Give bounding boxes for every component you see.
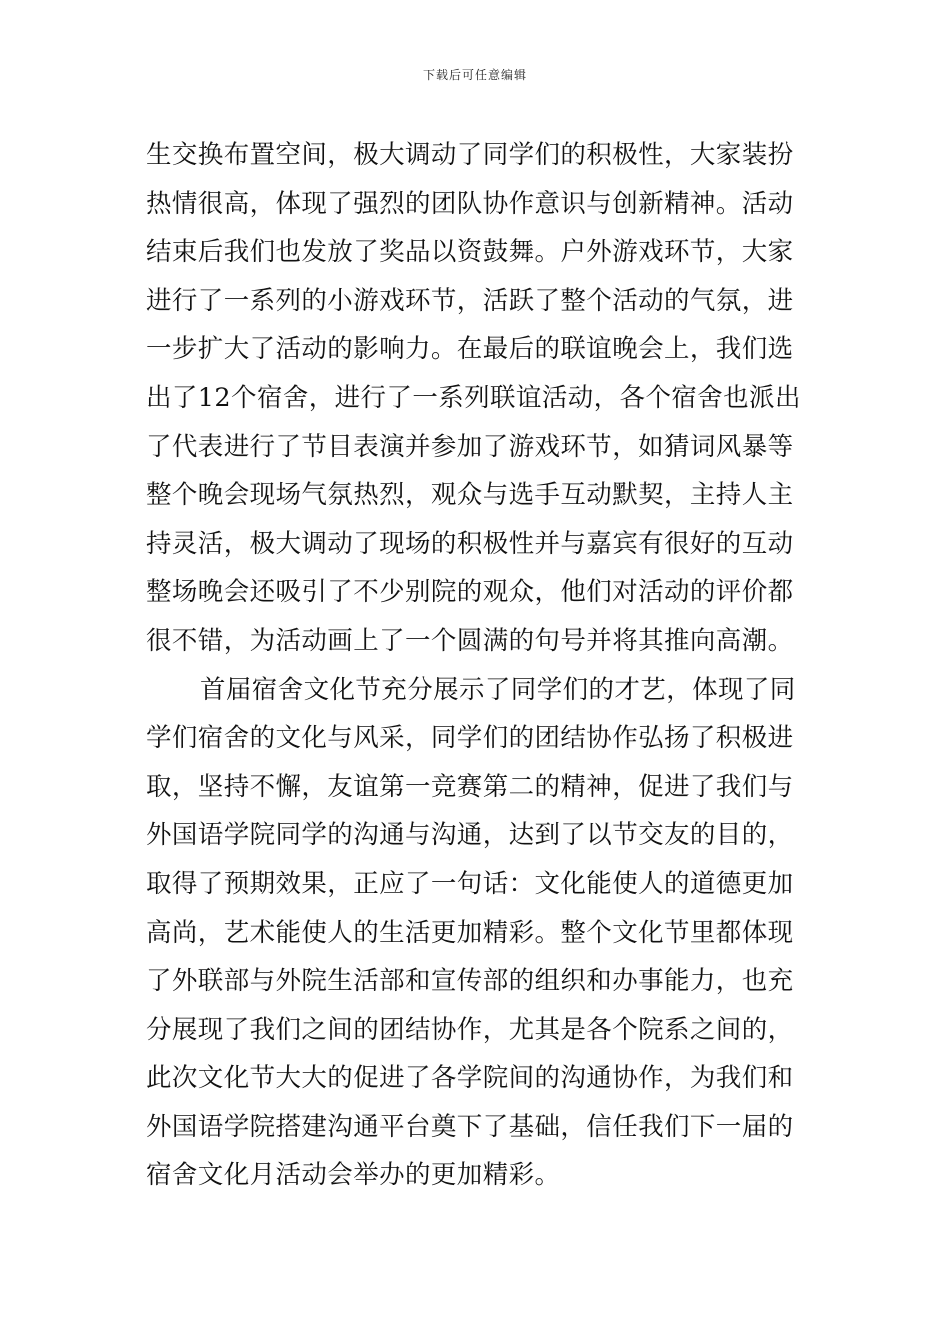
text-line: 取，坚持不懈，友谊第一竞赛第二的精神，促进了我们与 bbox=[146, 771, 794, 802]
text-line: 外国语学院搭建沟通平台奠下了基础，信任我们下一届的 bbox=[146, 1111, 794, 1142]
text-line: 宿舍文化月活动会举办的更加精彩。 bbox=[146, 1160, 561, 1191]
text-line: 很不错，为活动画上了一个圆满的句号并将其推向高潮。 bbox=[146, 625, 794, 656]
paragraph-2 bbox=[146, 666, 810, 1201]
text-line: 热情很高，体现了强烈的团队协作意识与创新精神。活动 bbox=[146, 188, 794, 219]
text-line: 整个晚会现场气氛热烈，观众与选手互动默契，主持人主 bbox=[146, 480, 794, 511]
document-body bbox=[146, 131, 810, 1200]
text-line: 了外联部与外院生活部和宣传部的组织和办事能力，也充 bbox=[146, 966, 794, 997]
text-line: 学们宿舍的文化与风采，同学们的团结协作弘扬了积极进 bbox=[146, 723, 794, 754]
text-line: 持灵活，极大调动了现场的积极性并与嘉宾有很好的互动 bbox=[146, 528, 794, 559]
text-line: 结束后我们也发放了奖品以资鼓舞。户外游戏环节，大家 bbox=[146, 237, 794, 268]
text-line: 外国语学院同学的沟通与沟通，达到了以节交友的目的， bbox=[146, 820, 794, 851]
text-line-indented: 首届宿舍文化节充分展示了同学们的才艺，体现了同 bbox=[200, 674, 796, 705]
text-line: 进行了一系列的小游戏环节，活跃了整个活动的气氛，进 bbox=[146, 285, 794, 316]
page-header: 下载后可任意编辑 bbox=[422, 68, 527, 82]
text-line: 生交换布置空间，极大调动了同学们的积极性，大家装扮 bbox=[146, 140, 794, 170]
text-line: 一步扩大了活动的影响力。在最后的联谊晚会上，我们选 bbox=[146, 334, 794, 365]
text-line: 了代表进行了节目表演并参加了游戏环节，如猜词风暴等 bbox=[146, 431, 794, 462]
text-line: 分展现了我们之间的团结协作，尤其是各个院系之间的， bbox=[146, 1014, 794, 1045]
text-line: 取得了预期效果，正应了一句话：文化能使人的道德更加 bbox=[146, 868, 794, 899]
text-line: 出了12个宿舍，进行了一系列联谊活动，各个宿舍也派出 bbox=[146, 382, 801, 413]
text-line: 整场晚会还吸引了不少别院的观众，他们对活动的评价都 bbox=[146, 577, 794, 608]
text-line: 高尚，艺术能使人的生活更加精彩。整个文化节里都体现 bbox=[146, 917, 794, 948]
paragraph-1 bbox=[146, 131, 810, 666]
text-line: 此次文化节大大的促进了各学院间的沟通协作，为我们和 bbox=[146, 1063, 794, 1094]
